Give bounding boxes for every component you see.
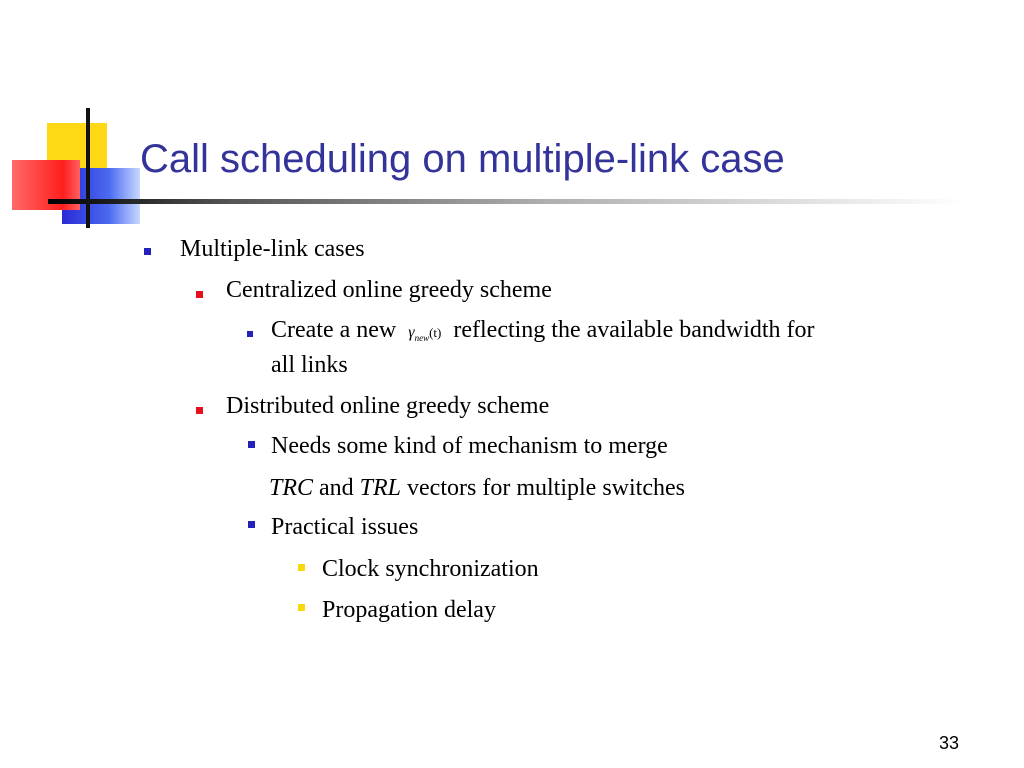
list-item: Practical issues [271,514,419,540]
bullet-marker [298,604,305,611]
list-item-text: reflecting the available bandwidth for [447,317,815,343]
list-item-text: vectors for multiple switches [401,475,685,501]
list-item: Distributed online greedy scheme [226,393,550,419]
list-item: Multiple-link cases [180,236,365,262]
math-argument: (t) [429,325,442,340]
page-title: Call scheduling on multiple-link case [140,137,785,181]
list-item: Needs some kind of mechanism to merge [271,433,668,459]
list-item: Clock synchronization [322,556,539,582]
list-item-text: and [313,475,360,501]
list-item [271,317,815,344]
decorative-logo-icon [0,0,160,240]
bullet-marker [248,441,255,448]
list-item-continuation [269,475,685,502]
page-number: 33 [939,733,960,753]
bullet-marker [248,521,255,528]
title-underline [48,199,964,204]
trc-term: TRC [269,475,314,501]
math-symbol: γ [408,324,415,341]
bullet-marker [196,291,203,298]
list-item: Centralized online greedy scheme [226,277,552,303]
list-item: Propagation delay [322,597,496,623]
math-subscript: new [414,333,430,343]
bullet-marker [144,248,151,255]
bullet-marker [196,407,203,414]
gamma-formula [408,317,441,344]
trl-term: TRL [359,475,402,501]
bullet-marker [247,331,253,337]
list-item-text: Create a new [271,317,403,343]
list-item-continuation: all links [271,352,348,378]
bullet-marker [298,564,305,571]
